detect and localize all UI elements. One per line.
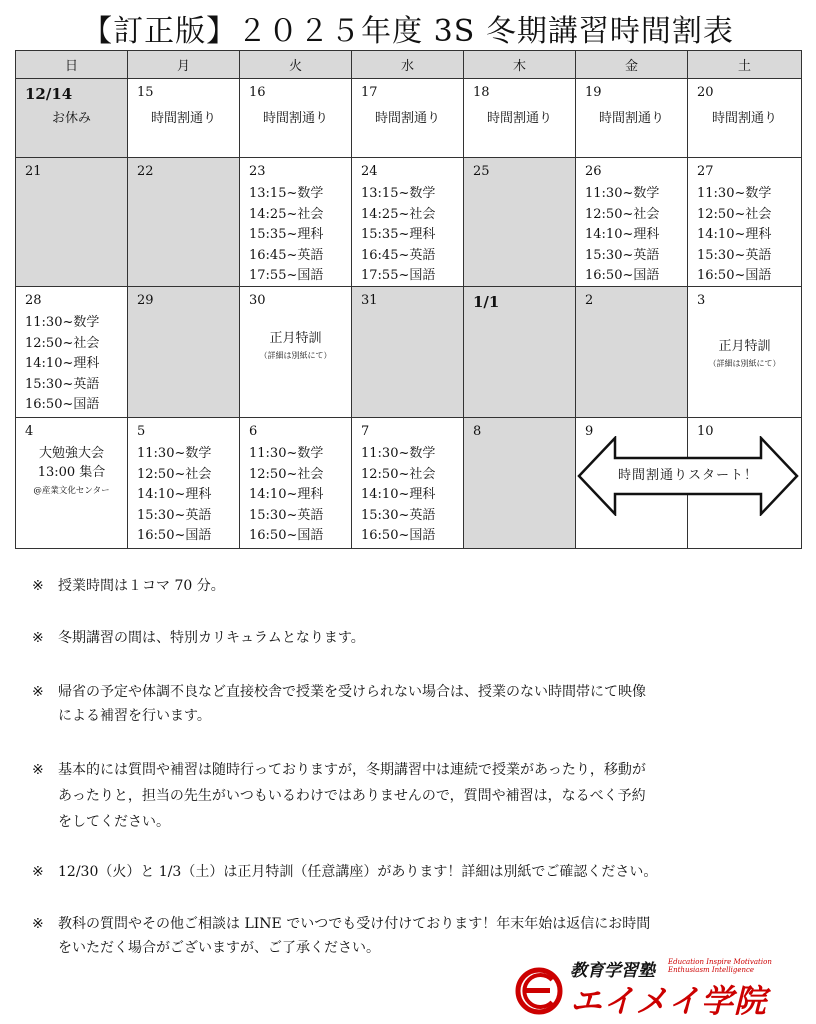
day-cell [576, 287, 688, 418]
day-number: 10 [697, 424, 714, 439]
weekday-wed: 水 [352, 51, 464, 79]
day-number: 30 [249, 293, 266, 308]
day-cell [464, 418, 576, 549]
schedule-item: 11:30~数学 [697, 186, 772, 201]
day-note: 時間割通り [486, 111, 552, 126]
day-cell [16, 158, 128, 287]
day-number: 29 [137, 293, 154, 308]
event-place: @産業文化センター [33, 486, 110, 496]
page-title: 【訂正版】２０２５年度 3S 冬期講習時間割表 [82, 14, 734, 49]
day-number: 21 [25, 164, 42, 179]
day-number: 19 [585, 85, 602, 100]
schedule-item: 12:50~社会 [585, 206, 660, 222]
day-cell [128, 158, 240, 287]
schedule-item: 11:30~数学 [585, 186, 660, 201]
day-cell [352, 79, 464, 158]
day-number: 8 [473, 424, 482, 439]
day-number: 5 [137, 424, 146, 439]
day-number: 27 [697, 164, 714, 179]
special-class-note: （詳細は別紙にて） [259, 351, 332, 360]
schedule-list [137, 444, 211, 547]
schedule-item: 14:10~理科 [361, 487, 436, 502]
day-number: 24 [361, 164, 378, 179]
schedule-item: 11:30~数学 [249, 446, 324, 461]
schedule-item: 16:50~国語 [361, 528, 436, 543]
schedule-item: 16:45~英語 [361, 247, 436, 263]
note-item: ※ 授業時間は１コマ 70 分。 [32, 578, 225, 594]
schedule-item: 14:10~理科 [137, 487, 212, 502]
note-item: ※ 帰省の予定や体調不良など直接校舎で授業を受けられない場合は、授業のない時間帯にて映像 [32, 684, 646, 700]
schedule-list [249, 444, 323, 547]
day-cell [240, 287, 352, 418]
schedule-item: 14:10~理科 [249, 487, 324, 502]
schedule-item: 12:50~社会 [249, 466, 324, 482]
weekday-header-row [16, 51, 802, 79]
day-cell [240, 418, 352, 549]
note-item: ※ 基本的には質問や補習は随時行っておりますが，冬期講習中は連続で授業があったり，移動が [32, 762, 646, 778]
schedule-item: 11:30~数学 [361, 446, 436, 461]
logo-tagline: 教育学習塾 [570, 961, 655, 981]
special-class [240, 327, 351, 361]
day-number: 31 [361, 293, 378, 308]
week-row-2 [16, 158, 802, 287]
schedule-list [697, 184, 771, 287]
logo-mark-icon [514, 966, 564, 1016]
schedule-list [585, 184, 659, 287]
weekday-sat: 土 [688, 51, 802, 79]
schedule-item: 15:35~理科 [361, 227, 436, 242]
day-number: 25 [473, 164, 490, 179]
schedule-list [361, 444, 435, 547]
note-item-cont: による補習を行います。 [58, 708, 211, 724]
note-item: ※ 12/30（火）と 1/3（土）は正月特訓（任意講座）があります！詳細は別紙でご確認ください。 [32, 864, 658, 880]
arrow-label: 時間割通りスタート！ [617, 468, 758, 483]
day-number: 17 [361, 85, 378, 100]
day-number: 15 [137, 85, 154, 100]
weekday-fri: 金 [576, 51, 688, 79]
note-item: ※ 教科の質問やその他ご相談は LINE でいつでも受け付けております！年末年始は返信にお時間 [32, 916, 651, 932]
schedule-list [249, 184, 323, 287]
day-number: 12/14 [25, 85, 73, 103]
day-note: 時間割通り [374, 111, 440, 126]
day-cell [352, 418, 464, 549]
day-number: 26 [585, 164, 602, 179]
day-cell [16, 79, 128, 158]
schedule-item: 16:50~国語 [137, 528, 212, 543]
schedule-item: 14:25~社会 [249, 206, 324, 222]
schedule-item: 16:50~国語 [25, 397, 100, 412]
schedule-item: 16:50~国語 [585, 268, 660, 283]
day-number: 7 [361, 424, 370, 439]
school-logo [514, 956, 804, 1020]
note-item-cont: をいただく場合がございますが、ご了承ください。 [58, 940, 380, 956]
day-cell [576, 79, 688, 158]
event-title: 大勉強大会 [38, 446, 104, 461]
day-number: 3 [697, 293, 706, 308]
weekday-thu: 木 [464, 51, 576, 79]
schedule-item: 11:30~数学 [137, 446, 212, 461]
day-cell [352, 158, 464, 287]
schedule-item: 14:10~理科 [697, 227, 772, 242]
day-cell [240, 158, 352, 287]
day-note: 時間割通り [711, 111, 777, 126]
day-cell [128, 287, 240, 418]
day-cell [688, 287, 802, 418]
schedule-item: 12:50~社会 [361, 466, 436, 482]
day-number: 28 [25, 293, 42, 308]
schedule-item: 16:50~国語 [249, 528, 324, 543]
note-item-cont: をしてください。 [58, 814, 170, 830]
schedule-list [361, 184, 435, 287]
weekday-tue: 火 [240, 51, 352, 79]
schedule-item: 17:55~国語 [249, 268, 324, 283]
day-number: 9 [585, 424, 594, 439]
schedule-item: 12:50~社会 [137, 466, 212, 482]
event-time: 13:00 集合 [37, 465, 106, 480]
schedule-item: 12:50~社会 [25, 335, 100, 351]
day-cell [16, 287, 128, 418]
schedule-item: 11:30~数学 [25, 315, 100, 330]
day-number: 6 [249, 424, 258, 439]
day-number: 22 [137, 164, 154, 179]
schedule-item: 14:25~社会 [361, 206, 436, 222]
day-number: 23 [249, 164, 266, 179]
weekday-mon: 月 [128, 51, 240, 79]
day-cell [240, 79, 352, 158]
day-note: 時間割通り [598, 111, 664, 126]
day-number: 4 [25, 424, 34, 439]
schedule-start-arrow [577, 436, 799, 516]
weekday-sun: 日 [16, 51, 128, 79]
schedule-item: 15:30~英語 [137, 507, 212, 523]
special-class [688, 335, 801, 369]
day-cell [352, 287, 464, 418]
schedule-item: 16:45~英語 [249, 247, 324, 263]
special-class-note: （詳細は別紙にて） [708, 359, 781, 368]
day-cell [16, 418, 128, 549]
day-note: お休み [51, 111, 91, 126]
study-event [16, 444, 127, 501]
day-cell [464, 158, 576, 287]
day-cell [576, 158, 688, 287]
schedule-item: 12:50~社会 [697, 206, 772, 222]
schedule-item: 15:30~英語 [697, 247, 772, 263]
note-item: ※ 冬期講習の間は、特別カリキュラムとなります。 [32, 630, 365, 646]
day-cell [128, 418, 240, 549]
day-number: 18 [473, 85, 490, 100]
day-cell [688, 158, 802, 287]
special-class-title: 正月特訓 [269, 331, 322, 346]
day-number: 1/1 [473, 293, 500, 311]
day-number: 2 [585, 293, 594, 308]
schedule-item: 16:50~国語 [697, 268, 772, 283]
schedule-item: 13:15~数学 [249, 186, 324, 201]
logo-name: エイメイ学院 [570, 982, 768, 1020]
day-number: 16 [249, 85, 266, 100]
note-item-cont: あったりと，担当の先生がいつもいるわけではありませんので，質問や補習は，なるべく予約 [58, 788, 646, 804]
week-row-1 [16, 79, 802, 158]
day-cell [464, 79, 576, 158]
schedule-item: 17:55~国語 [361, 268, 436, 283]
special-class-title: 正月特訓 [718, 339, 771, 354]
day-cell [688, 79, 802, 158]
schedule-list [25, 313, 99, 416]
day-note: 時間割通り [150, 111, 216, 126]
day-cell [128, 79, 240, 158]
logo-english: Education Inspire Motivation Enthusiasm Intelligence [668, 958, 772, 974]
schedule-item: 15:30~英語 [249, 507, 324, 523]
schedule-item: 15:30~英語 [25, 376, 100, 392]
schedule-item: 15:30~英語 [585, 247, 660, 263]
schedule-item: 13:15~数学 [361, 186, 436, 201]
day-cell [464, 287, 576, 418]
schedule-item: 15:30~英語 [361, 507, 436, 523]
schedule-item: 14:10~理科 [585, 227, 660, 242]
schedule-item: 15:35~理科 [249, 227, 324, 242]
schedule-item: 14:10~理科 [25, 356, 100, 371]
week-row-3 [16, 287, 802, 418]
day-note: 時間割通り [262, 111, 328, 126]
day-number: 20 [697, 85, 714, 100]
